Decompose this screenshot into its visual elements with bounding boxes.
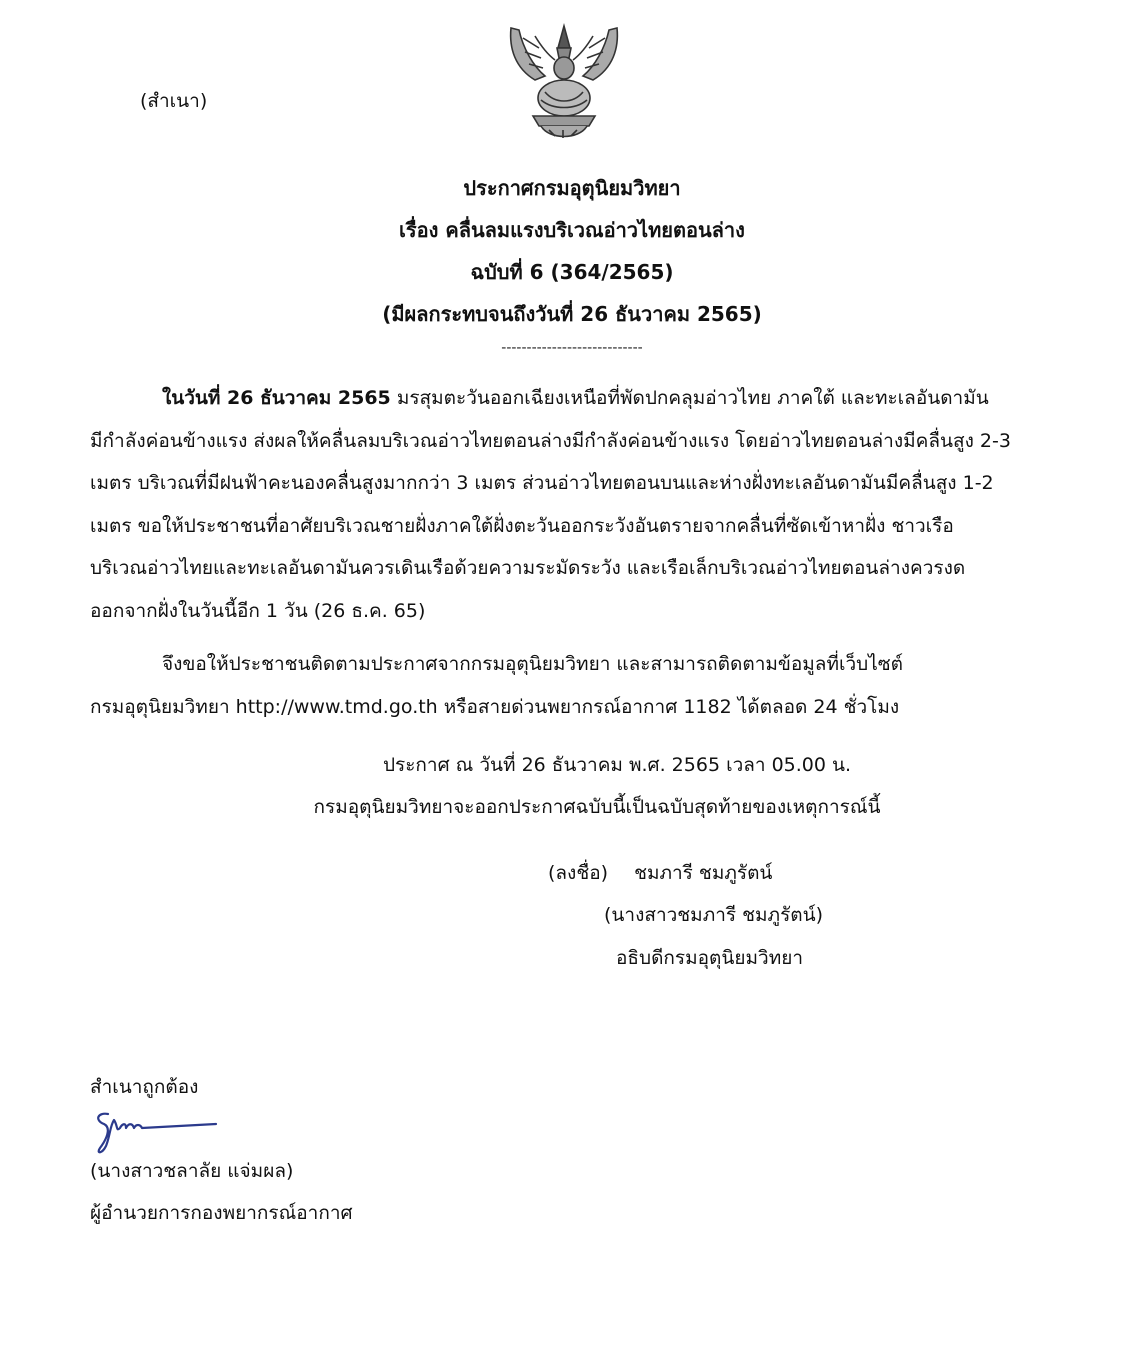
paragraph-1-line-1 (90, 377, 1046, 420)
certifier-name: (นางสาวชลาลัย แจ่มผล) (90, 1160, 294, 1182)
announcement-subject: เรื่อง คลื่นลมแรงบริเวณอ่าวไทยตอนล่าง (399, 218, 745, 242)
paragraph-1-line-1-text: มรสุมตะวันออกเฉียงเหนือที่พัดปกคลุมอ่าวไทย ภาคใต้ และทะเลอันดามัน (390, 387, 989, 409)
announcement-title: ประกาศกรมอุตุนิยมวิทยา (463, 176, 681, 200)
certifier-position: ผู้อำนวยการกองพยากรณ์อากาศ (90, 1202, 353, 1224)
body-paragraph-2 (90, 643, 1046, 728)
paragraph-1-line-6: ออกจากฝั่งในวันนี้อีก 1 วัน (26 ธ.ค. 65) (90, 599, 426, 622)
signatory-full-name: (นางสาวชมภารี ชมภูรัตน์) (604, 904, 824, 926)
separator: ---------------------------- (501, 340, 643, 356)
paragraph-1-line-4: เมตร ขอให้ประชาชนที่อาศัยบริเวณชายฝั่งภาคใต้ฝั่งตะวันออกระวังอันตรายจากคลื่นที่ซัดเข้าหาฝั่ง ชาวเรือ (90, 514, 954, 537)
body-paragraph-1 (90, 377, 1046, 632)
paragraph-1-line-3: เมตร บริเวณที่มีฝนฟ้าคะนองคลื่นสูงมากกว่า 3 เมตร ส่วนอ่าวไทยตอนบนและห่างฝั่งทะเลอันดามันมีคลื่นสูง 1-2 (90, 472, 994, 494)
announcement-issue-number: ฉบับที่ 6 (364/2565) (470, 260, 674, 284)
paragraph-2-line-1: จึงขอให้ประชาชนติดตามประกาศจากกรมอุตุนิยมวิทยา และสามารถติดตามข้อมูลที่เว็บไซต์ (162, 653, 903, 675)
issued-datetime: ประกาศ ณ วันที่ 26 ธันวาคม พ.ศ. 2565 เวลา 05.00 น. (382, 754, 852, 776)
signed-line (548, 858, 772, 888)
handwritten-signature-icon (92, 1106, 222, 1156)
garuda-emblem-icon (505, 18, 623, 146)
date-lead: ในวันที่ 26 ธันวาคม 2565 (162, 387, 391, 409)
announcement-effective-until: (มีผลกระทบจนถึงวันที่ 26 ธันวาคม 2565) (382, 302, 762, 326)
paragraph-2-line-2: กรมอุตุนิยมวิทยา http://www.tmd.go.th หรือสายด่วนพยากรณ์อากาศ 1182 ได้ตลอด 24 ชั่วโมง (90, 695, 900, 718)
signatory-position: อธิบดีกรมอุตุนิยมวิทยา (616, 947, 804, 969)
copy-mark: (สำเนา) (140, 90, 208, 112)
paragraph-1-line-2: มีกำลังค่อนข้างแรง ส่งผลให้คลื่นลมบริเวณอ่าวไทยตอนล่างมีกำลังค่อนข้างแรง โดยอ่าวไทยตอนล่างมีคลื่นสูง 2-3 (90, 429, 1011, 452)
signed-label: (ลงชื่อ) (548, 862, 609, 884)
paragraph-1-line-5: บริเวณอ่าวไทยและทะเลอันดามันควรเดินเรือด้วยความระมัดระวัง และเรือเล็กบริเวณอ่าวไทยตอนล่างควรงด (90, 557, 966, 579)
final-notice: กรมอุตุนิยมวิทยาจะออกประกาศฉบับนี้เป็นฉบับสุดท้ายของเหตุการณ์นี้ (313, 796, 881, 818)
signed-name: ชมภารี ชมภูรัตน์ (634, 862, 773, 884)
certified-copy-label: สำเนาถูกต้อง (90, 1076, 199, 1098)
